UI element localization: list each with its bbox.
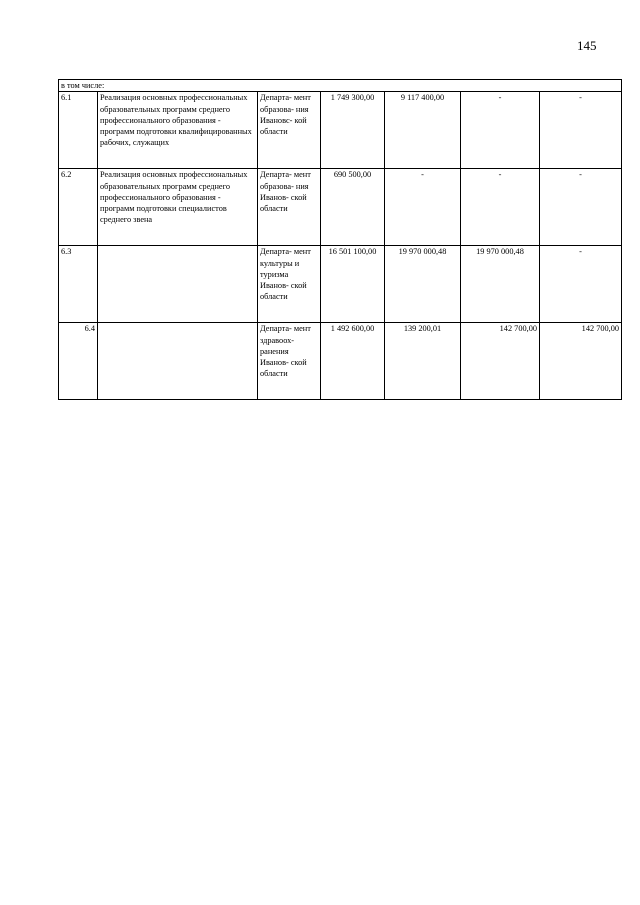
row-number-cell: 6.4 — [59, 323, 98, 400]
amount-3-cell: - — [461, 92, 540, 169]
amount-2-cell: 9 117 400,00 — [385, 92, 461, 169]
amount-2-cell: - — [385, 169, 461, 246]
caption-row — [59, 80, 622, 92]
amount-1-cell: 16 501 100,00 — [321, 246, 385, 323]
amount-3-cell: - — [461, 169, 540, 246]
table-row — [59, 323, 622, 400]
department-cell: Департа- мент здравоох- ранения Иванов- ской области — [258, 323, 321, 400]
program-name-cell: Реализация основных профессиональных образовательных программ среднего профессионального образования - программ подготовки квалифицированных рабочих, служащих — [98, 92, 258, 169]
amount-2-cell: 19 970 000,48 — [385, 246, 461, 323]
amount-4-cell: 142 700,00 — [540, 323, 622, 400]
amount-3-cell: 19 970 000,48 — [461, 246, 540, 323]
amount-4-cell: - — [540, 92, 622, 169]
program-name-cell — [98, 323, 258, 400]
amount-1-cell: 1 492 600,00 — [321, 323, 385, 400]
amount-3-cell: 142 700,00 — [461, 323, 540, 400]
department-cell: Департа- мент культуры и туризма Иванов- ской области — [258, 246, 321, 323]
page-number: 145 — [577, 38, 597, 53]
program-name-cell: Реализация основных профессиональных образовательных программ среднего профессионального образования - программ подготовки специалистов среднего звена — [98, 169, 258, 246]
amount-1-cell: 1 749 300,00 — [321, 92, 385, 169]
amount-2-cell: 139 200,01 — [385, 323, 461, 400]
department-cell: Департа- мент образова- ния Иванов- ской области — [258, 169, 321, 246]
table-row — [59, 246, 622, 323]
row-number-cell: 6.3 — [59, 246, 98, 323]
row-number-cell: 6.2 — [59, 169, 98, 246]
budget-table — [58, 79, 622, 400]
amount-4-cell: - — [540, 246, 622, 323]
program-name-cell — [98, 246, 258, 323]
amount-4-cell: - — [540, 169, 622, 246]
amount-1-cell: 690 500,00 — [321, 169, 385, 246]
caption-cell: в том числе: — [59, 80, 622, 92]
table-row — [59, 92, 622, 169]
row-number-cell: 6.1 — [59, 92, 98, 169]
table-row — [59, 169, 622, 246]
department-cell: Департа- мент образова- ния Ивановс- кой области — [258, 92, 321, 169]
